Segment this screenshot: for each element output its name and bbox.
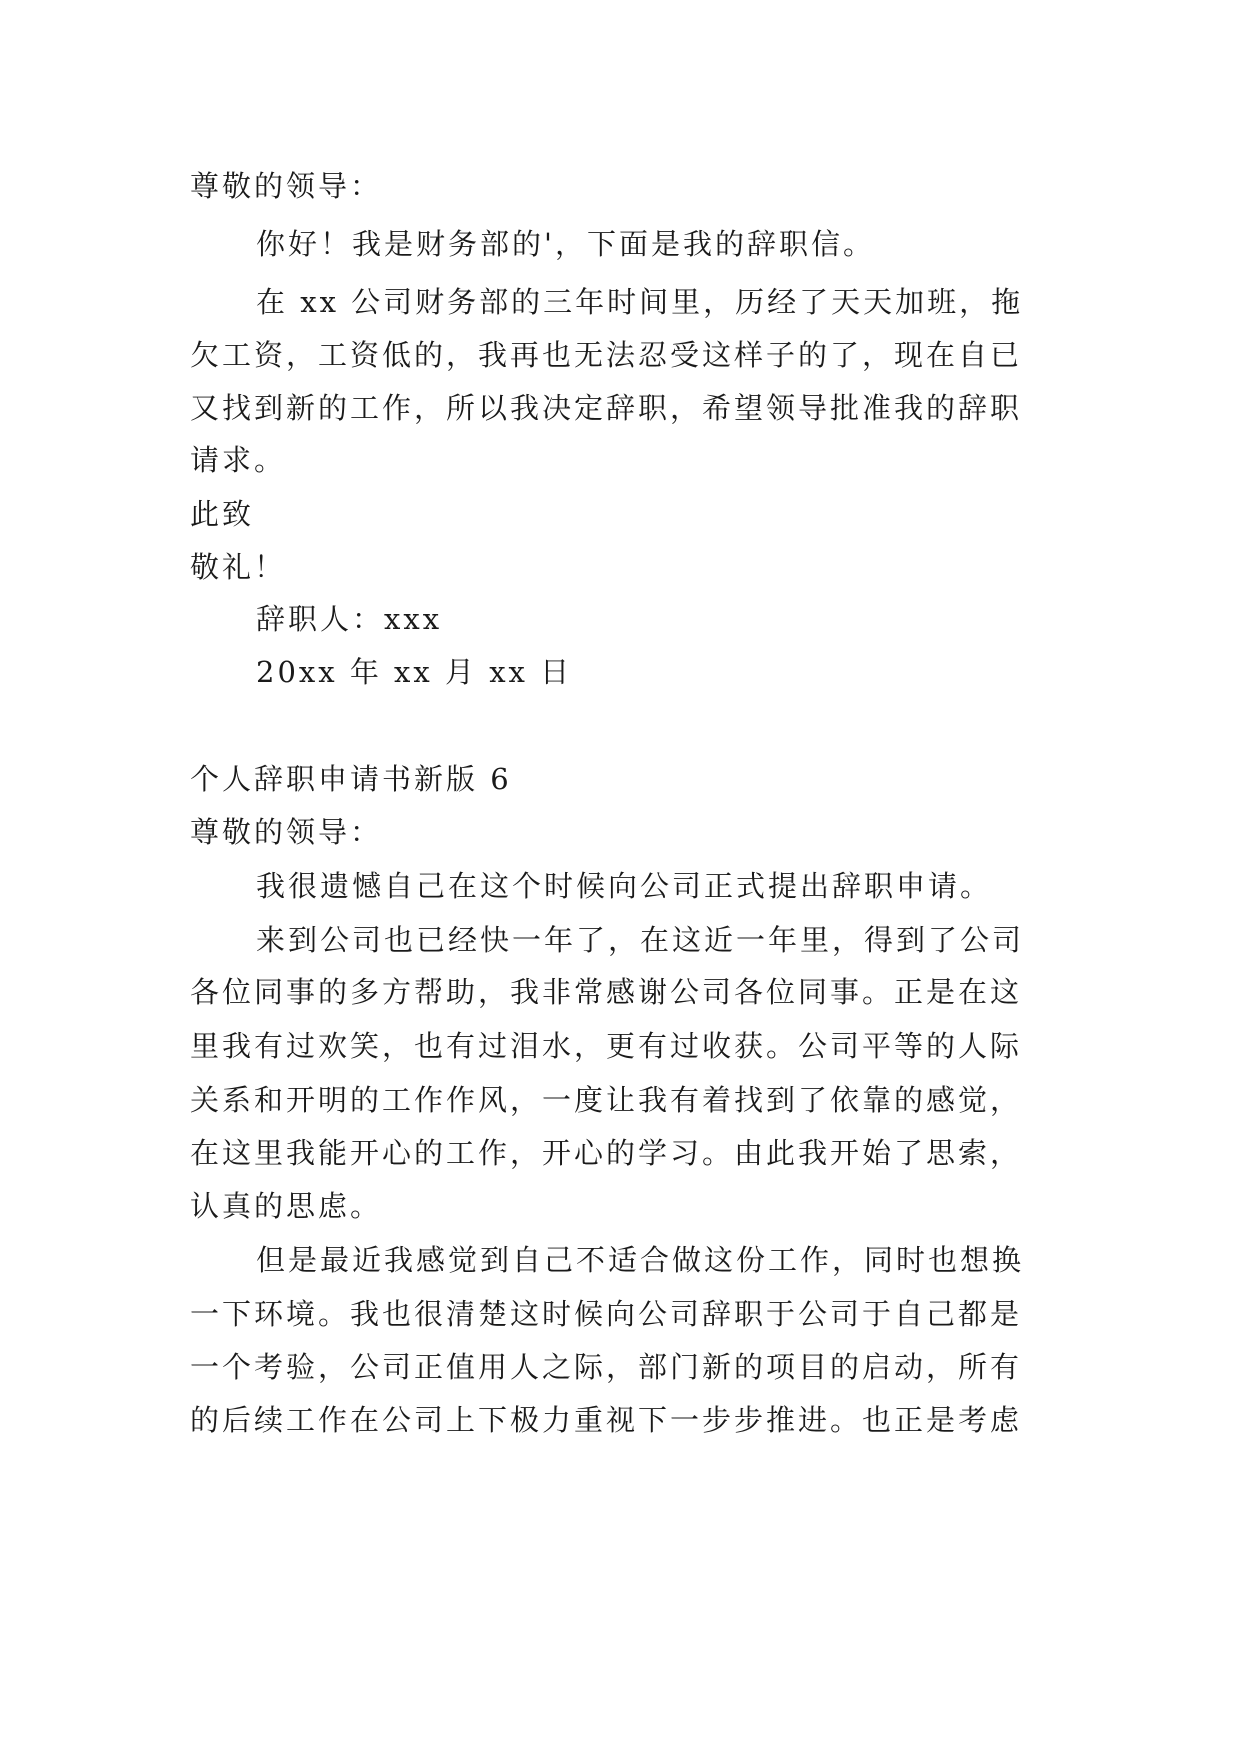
closing-line: 此致 xyxy=(190,497,255,531)
section-title: 个人辞职申请书新版 6 xyxy=(190,762,512,796)
salutation: 尊敬的领导： xyxy=(190,815,383,849)
body-line: 请求。 xyxy=(190,443,287,477)
date-line: 20xx 年 xx 月 xx 日 xyxy=(256,655,573,689)
body-line: 各位同事的多方帮助，我非常感谢公司各位同事。正是在这 xyxy=(190,975,1023,1009)
body-line: 在这里我能开心的工作，开心的学习。由此我开始了思索， xyxy=(190,1136,1023,1170)
body-line: 又找到新的工作，所以我决定辞职，希望领导批准我的辞职 xyxy=(190,391,1023,425)
body-paragraph: 我很遗憾自己在这个时候向公司正式提出辞职申请。 xyxy=(256,869,993,903)
body-line: 在 xx 公司财务部的三年时间里，历经了天天加班，拖 xyxy=(256,285,1024,319)
body-line: 欠工资，工资低的，我再也无法忍受这样子的了，现在自已 xyxy=(190,338,1023,372)
body-line: 认真的思虑。 xyxy=(190,1189,383,1223)
body-line: 一个考验，公司正值用人之际，部门新的项目的启动，所有 xyxy=(190,1350,1023,1384)
signer-line: 辞职人：xxx xyxy=(256,602,443,636)
greeting-paragraph: 你好！我是财务部的'，下面是我的辞职信。 xyxy=(256,227,875,261)
body-line: 的后续工作在公司上下极力重视下一步步推进。也正是考虑 xyxy=(190,1403,1023,1437)
body-line: 关系和开明的工作作风，一度让我有着找到了依靠的感觉， xyxy=(190,1083,1023,1117)
closing-line: 敬礼！ xyxy=(190,550,287,584)
body-line: 来到公司也已经快一年了，在这近一年里，得到了公司 xyxy=(256,923,1025,957)
body-line: 但是最近我感觉到自己不适合做这份工作，同时也想换 xyxy=(256,1243,1025,1277)
salutation: 尊敬的领导： xyxy=(190,169,383,203)
body-line: 一下环境。我也很清楚这时候向公司辞职于公司于自己都是 xyxy=(190,1297,1023,1331)
body-line: 里我有过欢笑，也有过泪水，更有过收获。公司平等的人际 xyxy=(190,1029,1023,1063)
